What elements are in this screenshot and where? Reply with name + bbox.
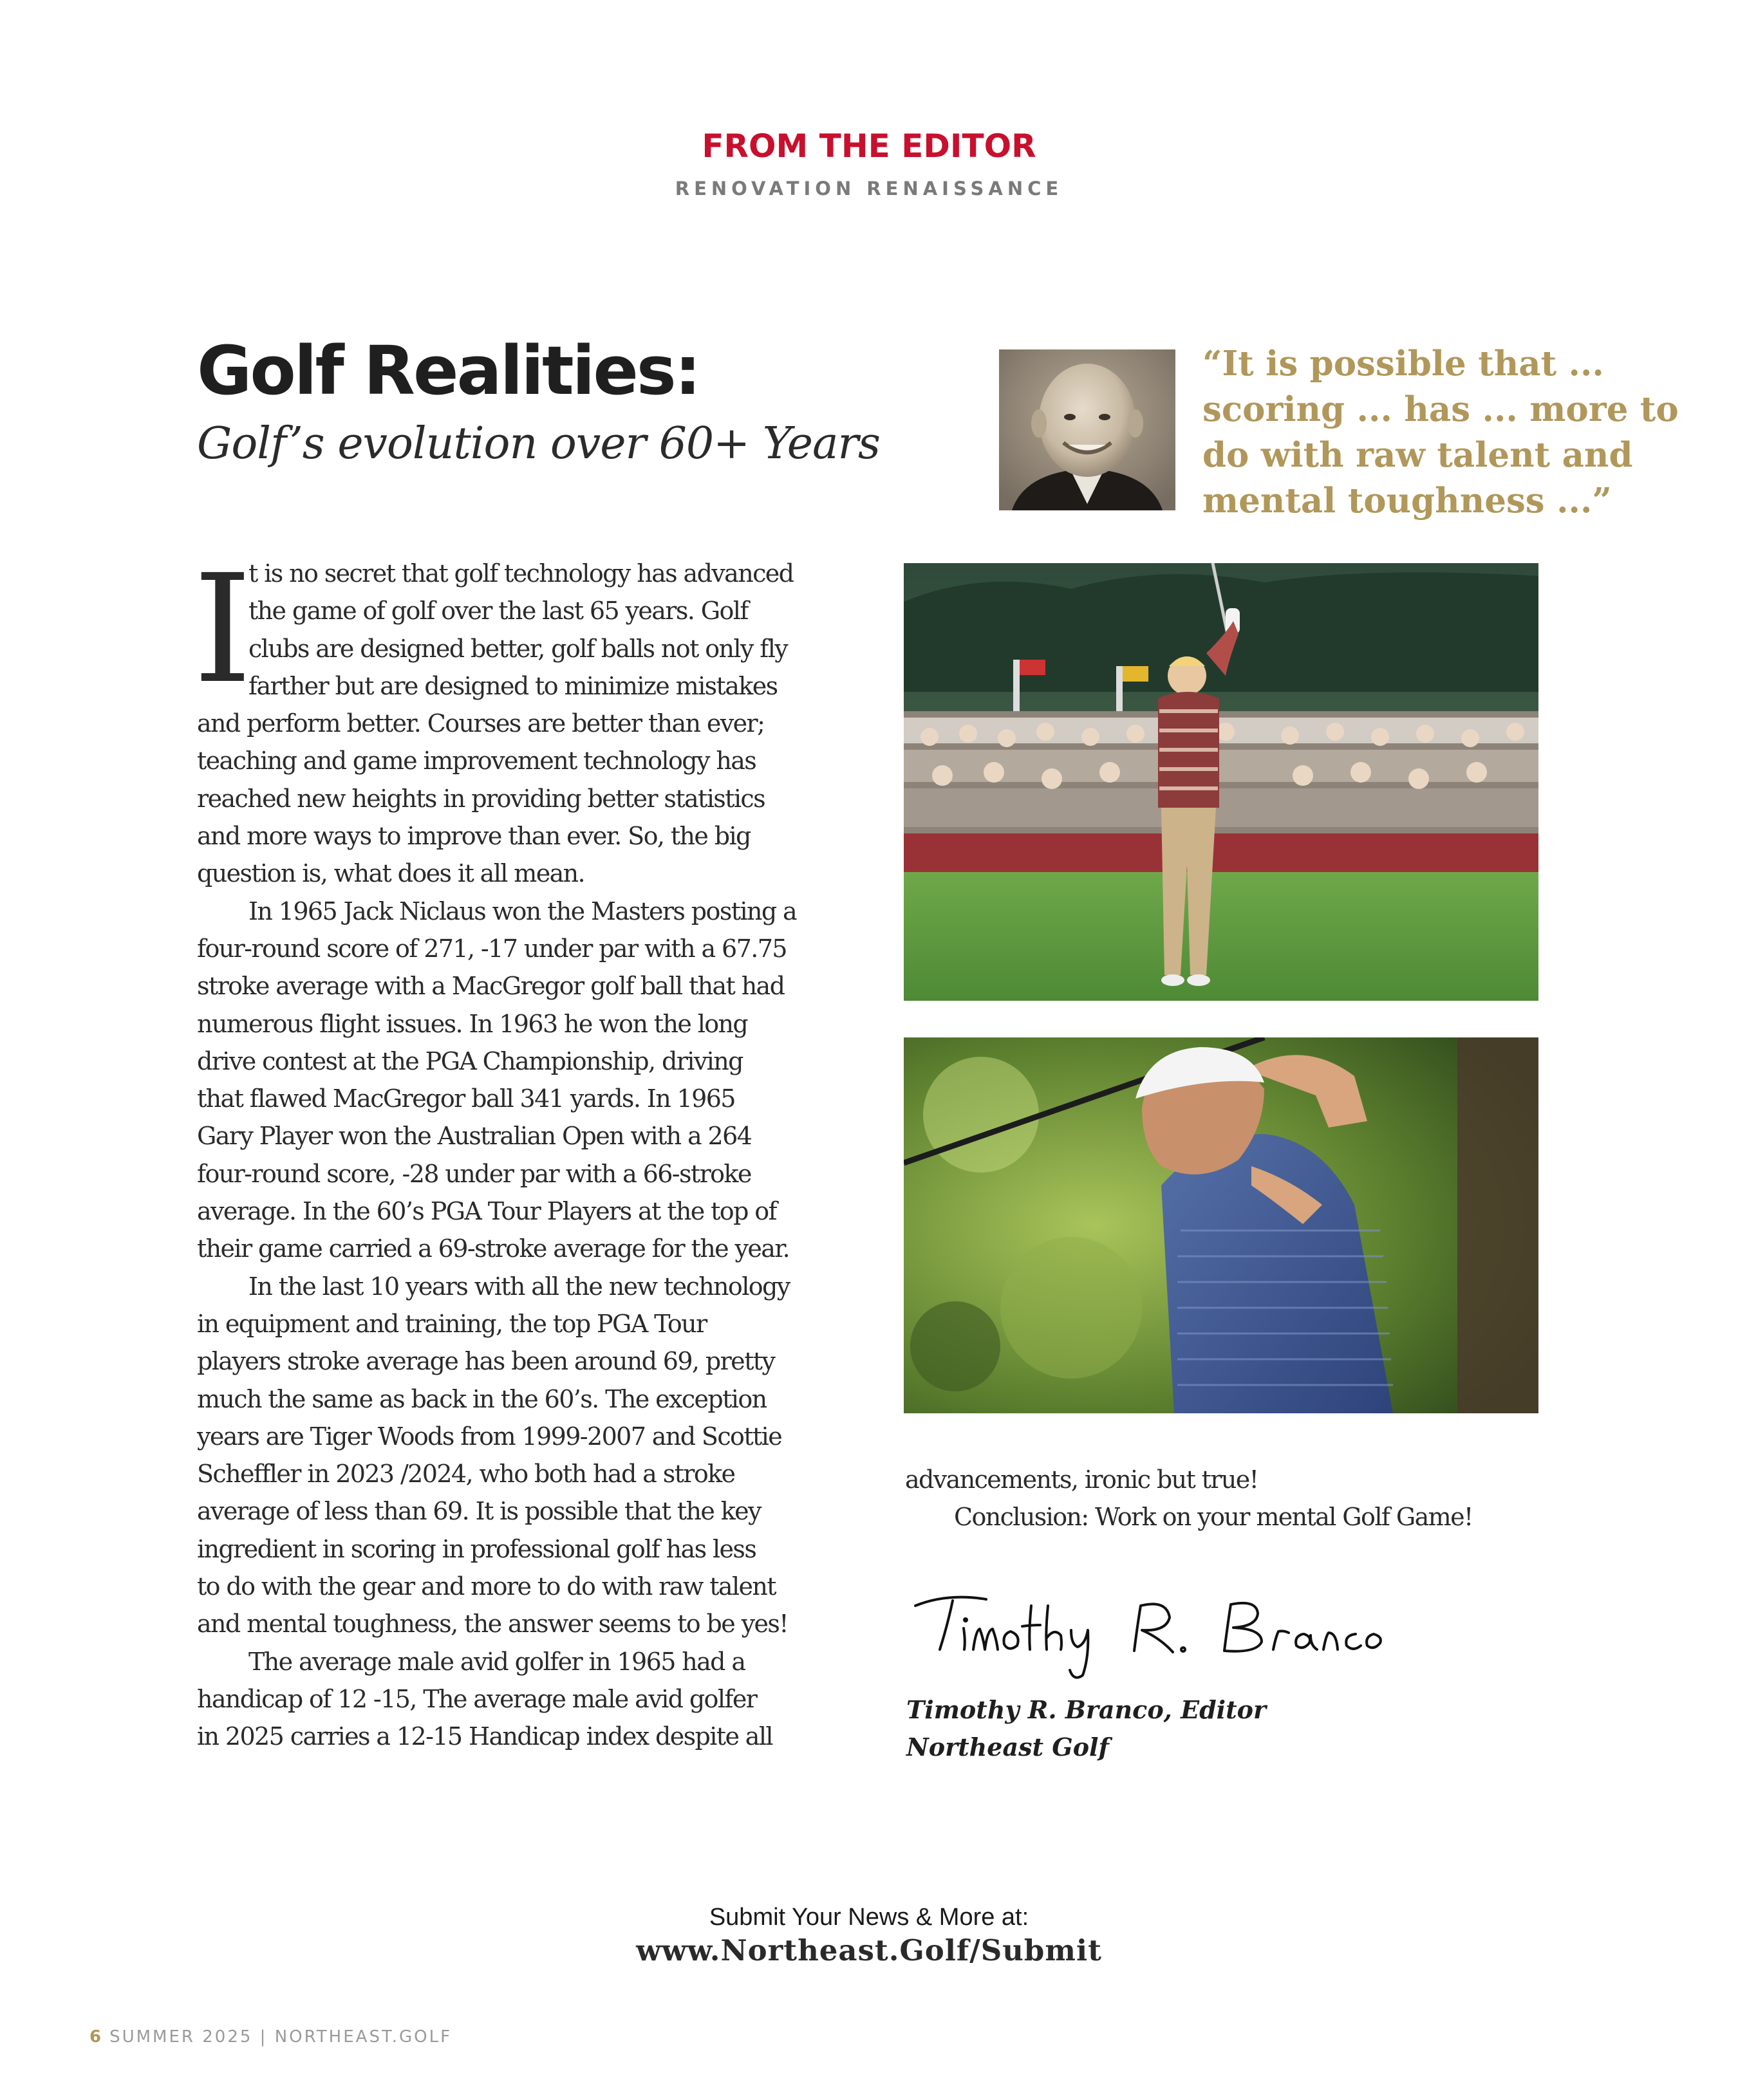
body-line: The average male avid golfer in 1965 had a [248, 1647, 745, 1676]
body-line: In 1965 Jack Niclaus won the Masters posting a [248, 897, 797, 925]
article-title: Golf Realities: [197, 331, 700, 410]
submit-label: Submit Your News & More at: [709, 1904, 1029, 1931]
body-line: to do with the gear and more to do with raw talent [197, 1572, 776, 1601]
section-title: FROM THE EDITOR [702, 127, 1036, 165]
body-line: and mental toughness, the answer seems to be yes! [197, 1610, 788, 1639]
body-line: in equipment and training, the top PGA Tour [197, 1309, 707, 1338]
body-line: players stroke average has been around 69, pretty [197, 1347, 775, 1376]
publication-name: Northeast Golf [906, 1733, 1109, 1761]
body-line: Gary Player won the Australian Open with a 264 [197, 1122, 752, 1151]
body-line: years are Tiger Woods from 1999-2007 and Scottie [197, 1422, 782, 1451]
body-line: four-round score of 271, -17 under par with a 67.75 [197, 934, 787, 963]
body-line: Scheffler in 2023 /2024, who both had a stroke [197, 1460, 735, 1489]
body-line: numerous flight issues. In 1963 he won the long [197, 1009, 748, 1038]
article-subtitle: Golf’s evolution over 60+ Years [197, 418, 880, 469]
body-line: that flawed MacGregor ball 341 yards. In 1965 [197, 1084, 735, 1113]
body-line: and perform better. Courses are better than ever; [197, 709, 765, 738]
body-line: teaching and game improvement technology has [197, 747, 756, 776]
body-line: handicap of 12 -15, The average male avid golfer [197, 1684, 757, 1713]
body-line: the game of golf over the last 65 years. Golf [248, 597, 748, 626]
body-line: farther but are designed to minimize mistakes [248, 671, 778, 700]
body-line: average. In the 60’s PGA Tour Players at the top of [197, 1197, 777, 1226]
body-line: average of less than 69. It is possible that the key [197, 1497, 761, 1526]
page-number: 6 [89, 2027, 104, 2047]
body-line: Conclusion: Work on your mental Golf Game! [954, 1503, 1473, 1532]
pull-quote [1202, 341, 1679, 524]
body-line: stroke average with a MacGregor golf ball that had [197, 972, 785, 1001]
editor-headshot [999, 349, 1175, 510]
body-line: advancements, ironic but true! [905, 1465, 1258, 1494]
body-line: reached new heights in providing better statistics [197, 784, 765, 813]
pull-quote-line: mental toughness ...” [1202, 481, 1612, 521]
body-line: four-round score, -28 under par with a 66-stroke [197, 1159, 751, 1188]
submit-url-link[interactable]: www.Northeast.Golf/Submit [636, 1933, 1102, 1967]
body-line: much the same as back in the 60’s. The exception [197, 1384, 767, 1413]
article-body-column-2 [905, 1461, 1549, 1536]
body-line: clubs are designed better, golf balls not only fly [248, 634, 788, 663]
photo-celebrating-golfer [904, 563, 1538, 1001]
signature-block [906, 1691, 1266, 1766]
body-line: question is, what does it all mean. [197, 859, 585, 888]
editor-name: Timothy R. Branco, Editor [906, 1695, 1267, 1724]
page-folio [89, 2027, 452, 2047]
handwritten-signature [909, 1580, 1398, 1683]
folio-text: SUMMER 2025 | NORTHEAST.GOLF [109, 2027, 453, 2047]
photo-golfer-swing [904, 1037, 1538, 1413]
body-line: ingredient in scoring in professional golf has less [197, 1534, 756, 1563]
body-line: drive contest at the PGA Championship, driving [197, 1046, 743, 1075]
body-line: in 2025 carries a 12-15 Handicap index despite all [197, 1722, 772, 1751]
section-subtitle: RENOVATION RENAISSANCE [675, 178, 1063, 200]
body-line: and more ways to improve than ever. So, the big [197, 822, 751, 851]
article-body-column-1 [197, 555, 841, 1756]
pull-quote-line: scoring ... has ... more to [1202, 389, 1679, 429]
pull-quote-line: “It is possible that ... [1202, 344, 1604, 384]
drop-cap: I [193, 543, 252, 716]
body-line: t is no secret that golf technology has advanced [248, 559, 794, 588]
body-line: In the last 10 years with all the new technology [248, 1272, 790, 1301]
body-line: their game carried a 69-stroke average for the year. [197, 1234, 790, 1263]
pull-quote-line: do with raw talent and [1202, 435, 1633, 475]
